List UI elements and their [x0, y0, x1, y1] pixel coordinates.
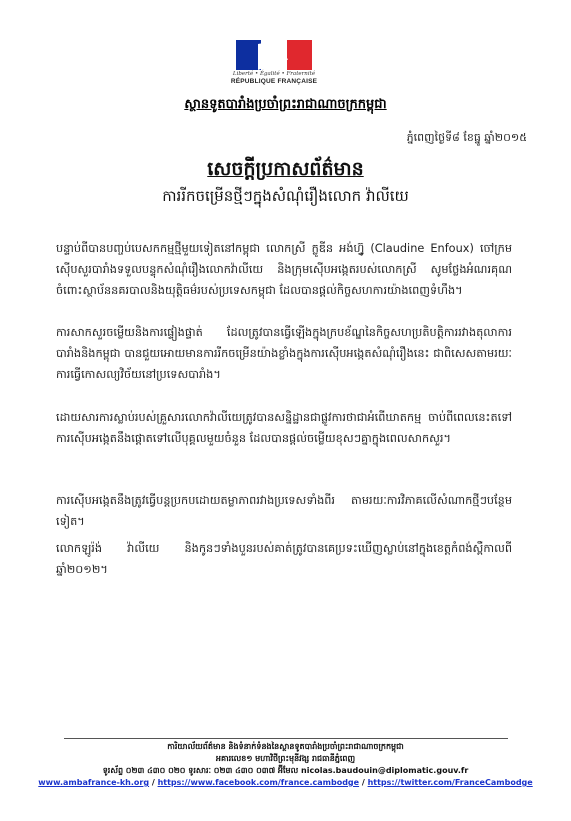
twitter-link[interactable]: https://twitter.com/FranceCambodge	[367, 778, 533, 787]
body-paragraph: លោកឡូរ៉ង់ វ៉ាលីយេ និងកូនៗទាំងបួនរបស់គាត់ត្រូវបានគេប្រទះឃើញស្លាប់នៅក្នុងខេត្តកំពង់ស្ពឺកាលពីឆ្នាំ២០១២។	[56, 542, 512, 576]
footer-divider	[64, 738, 508, 739]
logo-country: RÉPUBLIQUE FRANÇAISE	[230, 78, 318, 85]
republique-francaise-logo	[224, 40, 348, 93]
footer-links	[0, 777, 571, 789]
body-paragraph: បន្ទាប់ពីបានបញ្ចប់បេសកកម្មថ្មីមួយទៀតនៅកម្ពុជា លោកស្រី ក្លូឌីន អង់ហ្វ៊ូ (Claudine Enfoux) ចៅក្រមស៊ើបសួរបារាំងទទួលបន្ទុកសំណុំរឿងលោកវ៉ាលីយេ និងក្រុមស៊ើបអង្កេតរបស់លោកស្រី សូមថ្លែងអំណរគុណចំពោះស្ថាប័ននគរបាលនិងយុត្តិធម៌របស់ប្រទេសកម្ពុជា ដែលបានផ្តល់កិច្ចសហការយ៉ាងពេញទំហឹង។	[56, 242, 512, 297]
link-separator: /	[359, 778, 368, 787]
link-separator: /	[149, 778, 158, 787]
body-paragraph: ការសាកសួរចម្លើយនិងការផ្ទៀងផ្ទាត់ ដែលត្រូវបានធ្វើឡើងក្នុងក្របខ័ណ្ឌនៃកិច្ចសហប្រតិបត្តិការរវាងតុលាការបារាំងនិងកម្ពុជា បានជួយអោយមានការរីកចម្រើនយ៉ាងខ្លាំងក្នុងការស៊ើបអង្កេតសំណុំរឿងនេះ ជាពិសេសតាមរយៈការធ្វើកោសល្យវិច័យនៅប្រទេសបារាំង។	[56, 326, 512, 381]
logo-red-panel	[287, 40, 312, 70]
body-paragraph: ការស៊ើបអង្កេតនឹងត្រូវធ្វើបន្តប្រកបដោយតម្លាភាពរវាងប្រទេសទាំងពីរ តាមរយៈការវិភាគលើសំណាកថ្មីៗបន្ថែមទៀត។	[56, 494, 512, 528]
document-title: សេចក្តីប្រកាសព័ត៌មាន	[207, 158, 364, 180]
body-paragraph: ដោយសារការស្លាប់របស់គ្រួសារលោកវ៉ាលីយេត្រូវបានសន្និដ្ឋានជាផ្លូវការថាជាអំពើឃាតកម្ម ចាប់ពីពេលនេះតទៅ ការស៊ើបអង្កេតនឹងផ្តោតទៅលើបុគ្គលមួយចំនួន ដែលបានផ្តល់ចម្លើយខុសៗគ្នាក្នុងពេលសាកសួរ។	[56, 411, 512, 445]
logo-blue-panel	[236, 40, 261, 70]
embassy-name: ស្ថានទូតបារាំងប្រចាំព្រះរាជាណាចក្រកម្ពុជា	[184, 97, 387, 112]
document-subtitle: ការរីកចម្រើនថ្មីៗក្នុងសំណុំរឿងលោក វ៉ាលីយេ	[162, 187, 409, 205]
document-date: ភ្នំពេញថ្ងៃទី៨ ខែធ្នូ ឆ្នាំ២០១៥	[406, 131, 527, 144]
logo-motto: Liberté • Égalité • Fraternité	[232, 71, 316, 77]
facebook-link[interactable]: https://www.facebook.com/france.cambodge	[157, 778, 360, 787]
marianne-logo-icon	[236, 40, 312, 70]
website-link[interactable]: www.ambafrance-kh.org	[38, 778, 150, 787]
footer-contact: ទូរស័ព្ទ ០២៣ ៤៣០ ០២០ ទូរសារៈ ០២៣ ៤៣០ ០៣៧ អ៊ីមែល nicolas.baudouin@diplomatic.gouv.fr	[102, 766, 469, 775]
footer-address: អគារលេខ១ មហាវិថីព្រះមុនីវង្ស រាជធានីភ្នំពេញ	[215, 754, 356, 763]
footer-office: ការិយាល័យព័ត៌មាន និងទំនាក់ទំនងនៃស្ថានទូតបារាំងប្រចាំព្រះរាជាណាចក្រកម្ពុជា	[167, 742, 404, 751]
